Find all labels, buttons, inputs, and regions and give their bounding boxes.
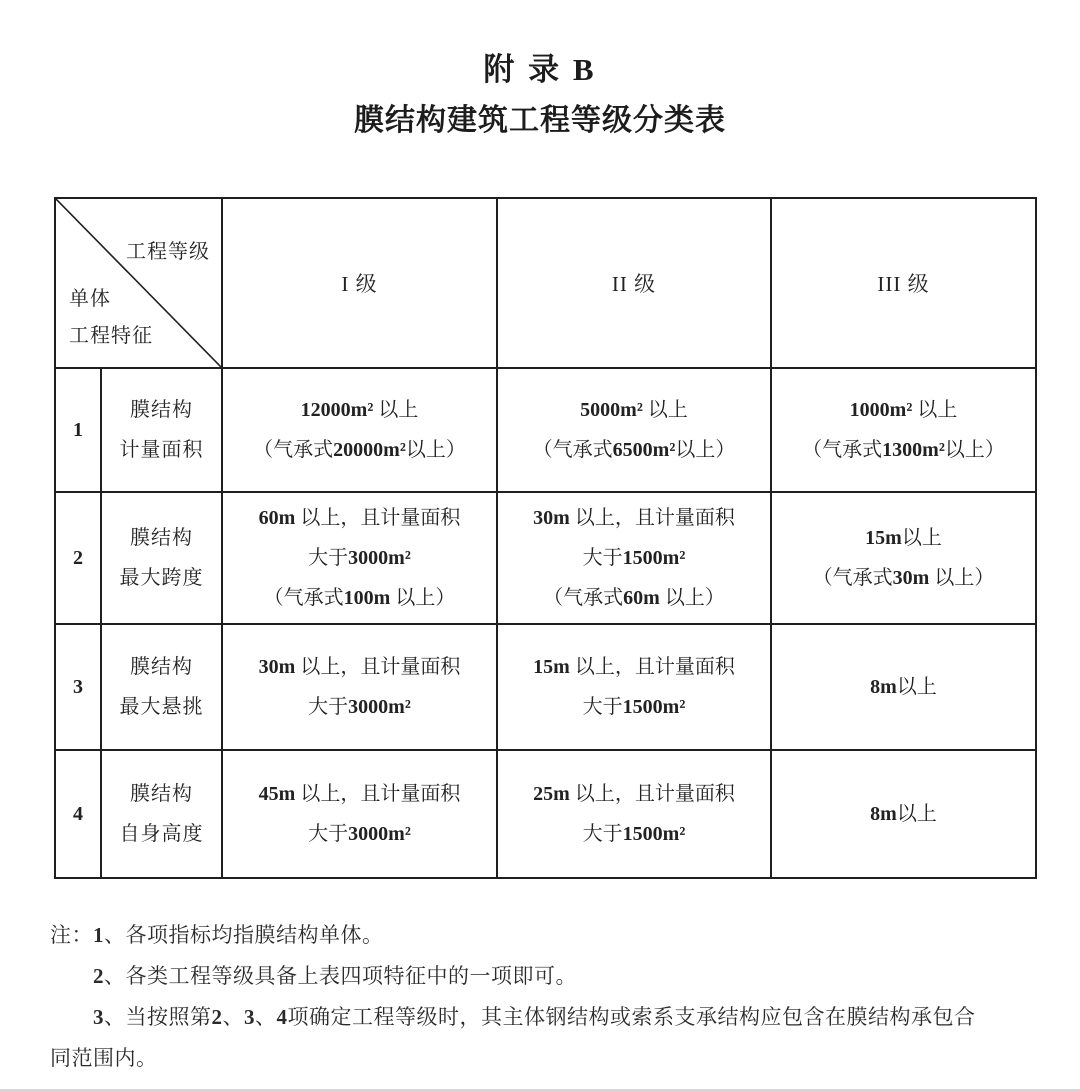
value-line: 60m 以上，且计量面积	[258, 507, 461, 529]
classification-table	[54, 197, 1037, 879]
column-header-grade-2: II 级	[497, 198, 771, 368]
row-feature	[101, 368, 222, 492]
notes-block	[50, 915, 1060, 1079]
value-line: 30m 以上，且计量面积	[533, 507, 735, 529]
grade1-value	[222, 368, 497, 492]
grade1-value	[222, 750, 497, 878]
value-line: （气承式100m 以上）	[263, 587, 456, 609]
row-number: 2	[55, 492, 101, 624]
value-line: 15m以上	[865, 527, 942, 549]
note-line-2: 2、各类工程等级具备上表四项特征中的一项即可。	[93, 964, 577, 988]
column-header-grade-3: III 级	[771, 198, 1036, 368]
corner-label-feature	[69, 281, 153, 355]
note-line-3-continued: 同范围内。	[50, 1046, 158, 1070]
grade1-value	[222, 624, 497, 750]
table-row	[55, 492, 1036, 624]
value-line: 大于3000m²	[308, 823, 411, 845]
grade3-value	[771, 492, 1036, 624]
grade2-value	[497, 492, 771, 624]
note-line-3: 3、当按照第2、3、4项确定工程等级时，其主体钢结构或索系支承结构应包含在膜结构承包合	[93, 1005, 976, 1029]
value-line: 大于3000m²	[308, 696, 411, 718]
grade2-value	[497, 750, 771, 878]
value-line: 15m 以上，且计量面积	[533, 656, 735, 678]
table-title: 膜结构建筑工程等级分类表	[354, 104, 726, 137]
note-line-1: 注：1、各项指标均指膜结构单体。	[50, 923, 384, 947]
appendix-title: 附 录 B	[483, 52, 597, 87]
value-line: （气承式20000m²以上）	[253, 439, 466, 461]
value-line: 30m 以上，且计量面积	[258, 656, 461, 678]
value-line: 5000m² 以上	[580, 399, 688, 421]
value-line: 大于1500m²	[582, 823, 686, 845]
feature-line: 膜结构	[130, 783, 193, 805]
feature-line: 最大跨度	[119, 567, 204, 589]
row-feature	[101, 750, 222, 878]
diagonal-header-cell	[55, 198, 222, 368]
value-line: 大于3000m²	[308, 547, 411, 569]
feature-line: 最大悬挑	[119, 696, 204, 718]
value-line: （气承式6500m²以上）	[532, 439, 736, 461]
grade3-value	[771, 624, 1036, 750]
row-number: 4	[55, 750, 101, 878]
value-line: 大于1500m²	[582, 696, 686, 718]
value-line: 1000m² 以上	[849, 399, 958, 421]
value-line: 8m以上	[870, 803, 937, 825]
grade2-value	[497, 368, 771, 492]
feature-line: 自身高度	[119, 823, 204, 845]
column-header-grade-1: I 级	[222, 198, 497, 368]
document-page	[0, 44, 1080, 1091]
table-row	[55, 368, 1036, 492]
corner-label-grade: 工程等级	[126, 241, 210, 263]
value-line: 8m以上	[870, 676, 937, 698]
row-feature	[101, 624, 222, 750]
feature-line: 膜结构	[130, 527, 193, 549]
row-number: 1	[55, 368, 101, 492]
corner-label-feature-line2: 工程特征	[69, 325, 153, 347]
value-line: 12000m² 以上	[300, 399, 419, 421]
value-line: （气承式1300m²以上）	[802, 439, 1005, 461]
value-line: 45m 以上，且计量面积	[258, 783, 461, 805]
grade1-value	[222, 492, 497, 624]
grade3-value	[771, 368, 1036, 492]
table-row	[55, 750, 1036, 878]
row-feature	[101, 492, 222, 624]
value-line: 大于1500m²	[582, 547, 686, 569]
value-line: （气承式60m 以上）	[543, 587, 725, 609]
feature-line: 膜结构	[130, 656, 193, 678]
feature-line: 计量面积	[119, 439, 204, 461]
corner-label-feature-line1: 单体	[69, 288, 111, 310]
feature-line: 膜结构	[130, 399, 193, 421]
header-row	[55, 198, 1036, 368]
value-line: 25m 以上，且计量面积	[533, 783, 735, 805]
row-number: 3	[55, 624, 101, 750]
table-row	[55, 624, 1036, 750]
grade3-value	[771, 750, 1036, 878]
value-line: （气承式30m 以上）	[812, 567, 995, 589]
grade2-value	[497, 624, 771, 750]
